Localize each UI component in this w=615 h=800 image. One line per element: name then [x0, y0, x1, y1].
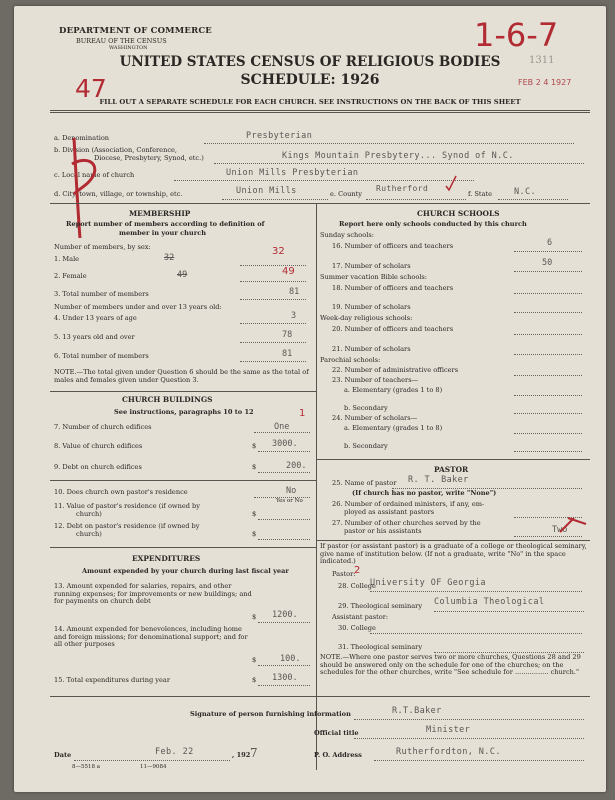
bureau-location: WASHINGTON — [109, 45, 148, 51]
male-struck-value: 32 — [164, 253, 175, 263]
county-label: e. County — [330, 190, 362, 198]
membership-note: NOTE.—The total given under Question 6 should be the same as the total of males and females given under Question 3. — [54, 368, 309, 384]
pastor-heading: PASTOR — [434, 465, 469, 474]
total-expenditures-value: 1300. — [272, 673, 298, 683]
edifice-value: 3000. — [272, 439, 298, 449]
membership-instruction-2: member in your church — [119, 229, 206, 237]
weekday-scholars-label: 21. Number of scholars — [332, 345, 411, 353]
buildings-instruction: See instructions, paragraphs 10 to 12 — [114, 408, 254, 416]
division-value: Kings Mountain Presbytery... Synod of N.C. — [282, 151, 514, 161]
total-expenditures-label: 15. Total expenditures during year — [54, 676, 170, 684]
expenditures-heading: EXPENDITURES — [132, 554, 201, 563]
number-of-teachers-label: 23. Number of teachers— — [332, 376, 419, 384]
official-title-label: Official title — [314, 729, 359, 737]
pastor-name-value: R. T. Baker — [408, 475, 469, 485]
residence-value-label-2: church) — [76, 510, 102, 518]
assistant-seminary-label: 31. Theological seminary — [338, 643, 423, 651]
division-label-2: Diocese, Presbytery, Synod, etc.) — [94, 154, 204, 162]
teachers-elementary-label: a. Elementary (grades 1 to 8) — [344, 386, 443, 394]
denomination-label: a. Denomination — [54, 134, 110, 142]
pastor-sub-label: Pastor: — [332, 570, 356, 578]
total-members-value: 81 — [289, 287, 300, 297]
expenditures-instruction: Amount expended by your church during last fiscal year — [82, 567, 289, 575]
male-value: 32 — [272, 246, 285, 257]
dollar-sign: $ — [252, 676, 257, 684]
debt-label: 9. Debt on church edifices — [54, 463, 142, 471]
sunday-scholars-label: 17. Number of scholars — [332, 262, 411, 270]
assistant-college-label: 30. College — [338, 624, 376, 632]
dollar-sign: $ — [252, 530, 257, 538]
total-members-6-label: 6. Total number of members — [54, 352, 149, 360]
stamp-number: 1311 — [529, 55, 555, 66]
scholars-secondary-label: b. Secondary — [344, 442, 388, 450]
ordained-ministers-label: 26. Number of ordained ministers, if any, em- — [332, 500, 485, 508]
po-address-value: Rutherfordton, N.C. — [396, 747, 501, 757]
department-name: DEPARTMENT OF COMMERCE — [59, 26, 212, 36]
church-name-value: Union Mills Presbyterian — [226, 168, 359, 178]
ordained-ministers-label-2: ployed as assistant pastors — [344, 508, 435, 516]
assistant-pastor-label: Assistant pastor: — [332, 613, 389, 621]
church-name-label: c. Local name of church — [54, 171, 135, 179]
denomination-value: Presbyterian — [246, 131, 313, 141]
parochial-schools-label: Parochial schools: — [320, 356, 381, 364]
vacation-officers-label: 18. Number of officers and teachers — [332, 284, 454, 292]
buildings-heading: CHURCH BUILDINGS — [122, 395, 213, 404]
residence-label: 10. Does church own pastor's residence — [54, 488, 188, 496]
weekday-schools-label: Week-day religious schools: — [320, 314, 413, 322]
benevolences-label: 14. Amount expended for benevolences, including home and foreign missions; for denominational support; and for all other purposes — [54, 625, 248, 648]
residence-debt-label-2: church) — [76, 530, 102, 538]
administrative-officers-label: 22. Number of administrative officers — [332, 366, 459, 374]
over-13-value: 78 — [282, 330, 293, 340]
residence-value: No — [286, 486, 297, 496]
print-code: 11—9084 — [140, 764, 167, 770]
male-label: 1. Male — [54, 255, 80, 263]
edifices-label: 7. Number of church edifices — [54, 423, 152, 431]
state-label: f. State — [468, 190, 493, 198]
po-address-label: P. O. Address — [314, 751, 362, 759]
signature-value: R.T.Baker — [392, 706, 442, 716]
number-of-scholars-label: 24. Number of scholars— — [332, 414, 418, 422]
residence-value-label: 11. Value of pastor's residence (if owned by — [54, 502, 200, 510]
pastor-note: NOTE.—Where one pastor serves two or more churches, Questions 28 and 29 should be answered only on the schedule for one of the churches; on the schedules for the other churches, write "See schedule for ................ church." — [320, 653, 581, 676]
schools-heading: CHURCH SCHOOLS — [417, 209, 500, 218]
yes-or-no-hint: Yes or No — [276, 498, 303, 504]
female-label: 2. Female — [54, 272, 87, 280]
salaries-value: 1200. — [272, 610, 298, 620]
weekday-officers-label: 20. Number of officers and teachers — [332, 325, 454, 333]
census-form — [14, 6, 606, 792]
female-value: 49 — [282, 266, 295, 277]
edifices-mark: 1 — [299, 408, 306, 419]
salaries-label: 13. Amount expended for salaries, repairs, and other running expenses; for improvements or new buildings; and for payments on church debt — [54, 582, 252, 605]
edifices-value: One — [274, 422, 290, 432]
membership-instruction: Report number of members according to definition of — [66, 220, 265, 228]
membership-heading: MEMBERSHIP — [129, 209, 191, 218]
vacation-schools-label: Summer vacation Bible schools: — [320, 273, 428, 281]
female-struck-value: 49 — [177, 270, 188, 280]
other-churches-label: 27. Number of other churches served by the — [332, 519, 481, 527]
date-year-digit: 7 — [250, 746, 258, 760]
vacation-scholars-label: 19. Number of scholars — [332, 303, 411, 311]
instruction-line: FILL OUT A SEPARATE SCHEDULE FOR EACH CHURCH. SEE INSTRUCTIONS ON THE BACK OF THIS SHEET — [99, 98, 521, 106]
handwritten-code-top: 1-6-7 — [474, 16, 559, 54]
total-members-6-value: 81 — [282, 349, 293, 359]
over-13-label: 5. 13 years old and over — [54, 333, 135, 341]
city-value: Union Mills — [236, 186, 297, 196]
pastor-name-label: 25. Name of pastor — [332, 479, 397, 487]
sunday-schools-label: Sunday schools: — [320, 231, 374, 239]
form-title: UNITED STATES CENSUS OF RELIGIOUS BODIES — [119, 54, 501, 70]
division-label: b. Division (Association, Conference, — [54, 146, 178, 154]
received-stamp: FEB 2 4 1927 — [518, 78, 572, 87]
red-check-mark — [444, 174, 458, 192]
state-value: N.C. — [514, 187, 537, 197]
dollar-sign: $ — [252, 656, 257, 664]
benevolences-value: 100. — [280, 654, 301, 664]
city-label: d. City, town, village, or township, etc. — [54, 190, 183, 198]
under-13-label: 4. Under 13 years of age — [54, 314, 137, 322]
scholars-elementary-label: a. Elementary (grades 1 to 8) — [344, 424, 443, 432]
seminary-value: Columbia Theological — [434, 597, 545, 607]
pastor-mark: 2 — [354, 565, 361, 576]
seminary-label: 29. Theological seminary — [338, 602, 423, 610]
under-13-value: 3 — [291, 311, 297, 321]
signature-label: Signature of person furnishing information — [190, 710, 351, 718]
sunday-scholars-value: 50 — [542, 258, 553, 268]
handwritten-number-left: 47 — [75, 74, 107, 103]
bureau-name: BUREAU OF THE CENSUS — [76, 37, 167, 45]
age-split-label: Number of members under and over 13 years old: — [54, 303, 222, 311]
date-year-prefix: , 192 — [232, 751, 251, 759]
by-sex-label: Number of members, by sex: — [54, 243, 151, 251]
teachers-secondary-label: b. Secondary — [344, 404, 388, 412]
dollar-sign: $ — [252, 463, 257, 471]
form-subtitle: SCHEDULE: 1926 — [240, 72, 380, 88]
sunday-officers-value: 6 — [547, 238, 553, 248]
debt-value: 200. — [286, 461, 307, 471]
college-label: 28. College — [338, 582, 376, 590]
dollar-sign: $ — [252, 442, 257, 450]
red-mark-27 — [558, 514, 594, 536]
form-code: 8—5518 a — [72, 764, 101, 770]
total-members-label: 3. Total number of members — [54, 290, 149, 298]
dollar-sign: $ — [252, 613, 257, 621]
residence-debt-label: 12. Debt on pastor's residence (if owned by — [54, 522, 200, 530]
college-value: University OF Georgia — [370, 578, 486, 588]
pastor-name-hint: (If church has no pastor, write "None") — [352, 489, 497, 497]
dollar-sign: $ — [252, 510, 257, 518]
other-churches-value: Two — [552, 525, 568, 535]
schools-instruction: Report here only schools conducted by this church — [339, 220, 527, 228]
edifice-value-label: 8. Value of church edifices — [54, 442, 143, 450]
graduate-instruction: If pastor (or assistant pastor) is a graduate of a college or theological seminary, give name of institution below. (If not a graduate, write "No" in the space indicated.) — [320, 542, 587, 565]
sunday-officers-label: 16. Number of officers and teachers — [332, 242, 454, 250]
date-value: Feb. 22 — [155, 747, 194, 757]
official-title-value: Minister — [426, 725, 471, 735]
county-value: Rutherford — [376, 184, 429, 193]
date-label: Date — [54, 751, 72, 759]
other-churches-label-2: pastor or his assistants — [344, 527, 422, 535]
